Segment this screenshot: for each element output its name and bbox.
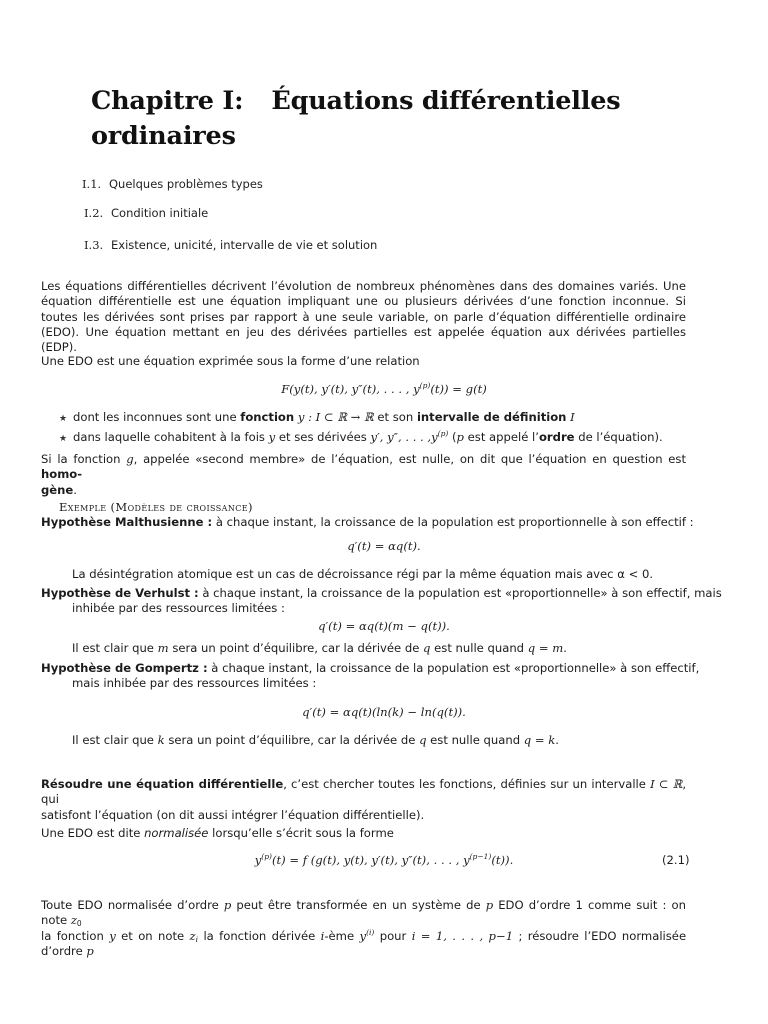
toc-label: Condition initiale [111, 206, 209, 220]
gompertz-note: Il est clair que k sera un point d’équilibre, car la dérivée de q est nulle quand q = k. [72, 733, 559, 747]
malthus-equation: q′(t) = αq(t). [347, 539, 421, 553]
gompertz-text-line2: mais inhibée par des ressources limitées : [72, 676, 317, 690]
toc-number: I.1. [82, 177, 102, 191]
exemple-heading: Exemple (Modèles de croissance) [59, 500, 253, 514]
chapter-title-prefix: Chapitre I: [91, 86, 244, 116]
normalisee-sentence: Une EDO est dite normalisée lorsqu’elle s’écrit sous la forme [41, 826, 394, 840]
toc-label: Existence, unicité, intervalle de vie et solution [111, 238, 378, 252]
verhulst-label: Hypothèse de Verhulst : [41, 586, 199, 600]
main-equation: F(y(t), y′(t), y″(t), . . . , $y^{(p)}(t)) = g(t)$ [281, 381, 487, 396]
toc-item-3[interactable] [84, 238, 377, 252]
intro-paragraph: Les équations différentielles décrivent l’évolution de nombreux phénomènes dans des domaines variés. Une équation différentielle est une équation impliquant une ou plusieurs dérivées d’une fonction inconnue. Si toutes les dérivées sont prises par rapport à une seule variable, on parle d’équation différentielle ordinaire (EDO). Une équation mettant en jeu des dérivées partielles est appelée équation aux dérivées partielles (EDP). [41, 279, 686, 355]
malthus-note: La désintégration atomique est un cas de décroissance régi par la même équation mais avec α < 0. [72, 567, 654, 581]
resoudre-paragraph: Résoudre une équation différentielle, c’est chercher toutes les fonctions, définies sur un intervalle I ⊂ ℝ, qui satisfont l’équation (on dit aussi intégrer l’équation différentielle). [41, 777, 687, 822]
toc-item-1[interactable] [82, 177, 263, 191]
gompertz-hypothesis: Hypothèse de Gompertz : à chaque instant, la croissance de la population est «proportionnelle» à son effectif, [41, 661, 700, 675]
chapter-title [91, 84, 691, 154]
toc-item-2[interactable] [84, 206, 208, 220]
malthus-hypothesis: Hypothèse Malthusienne : à chaque instant, la croissance de la population est proportionnelle à son effectif : [41, 515, 694, 529]
normalisee-equation: $y^{(p)}(t) = f$ (g(t), y(t), y′(t), y″(t), . . . , $y^{(p-1)}(t)$). [254, 852, 514, 867]
gompertz-label: Hypothèse de Gompertz : [41, 661, 208, 675]
star-bullet-icon: ★ [59, 434, 68, 444]
verhulst-text-line2: inhibée par des ressources limitées : [72, 601, 285, 615]
verhulst-note: Il est clair que m sera un point d’équilibre, car la dérivée de q est nulle quand q = m. [72, 641, 567, 655]
homogene-paragraph: Si la fonction g, appelée «second membre» de l’équation, est nulle, on dit que l’équation en question est homo- gène. [41, 452, 687, 497]
toc-number: I.3. [84, 238, 104, 252]
bullet-item: ★ dont les inconnues sont une fonction y : I ⊂ ℝ → ℝ et son intervalle de définition I [59, 410, 575, 424]
toc-number: I.2. [84, 206, 104, 220]
gompertz-equation: q′(t) = αq(t)(ln(k) − ln(q(t)). [302, 705, 466, 719]
toc-label: Quelques problèmes types [109, 177, 263, 191]
bullet-item: ★ dans laquelle cohabitent à la fois y et ses dérivées y′, y″, . . . $,y^{(p)}$ (p est appelé l’ordre de l’équation). [59, 429, 663, 444]
verhulst-equation: q′(t) = αq(t)(m − q(t)). [318, 619, 450, 633]
verhulst-hypothesis: Hypothèse de Verhulst : à chaque instant, la croissance de la population est «proportionnelle» à son effectif, mais [41, 586, 722, 600]
edo-definition: Une EDO est une équation exprimée sous la forme d’une relation [41, 354, 420, 368]
malthus-label: Hypothèse Malthusienne : [41, 515, 213, 529]
chapter-title-line2: ordinaires [91, 121, 236, 151]
toute-edo-paragraph: Toute EDO normalisée d’ordre p peut être transformée en un système de p EDO d’ordre 1 comme suit : on note $z_0$ la fonction y et on note $z_i$ la fonction dérivée i-ème $y^{(i)}$ pour i = 1, . . . , p−1 ; résoudre l’EDO normalisée d’ordre p [41, 898, 687, 958]
chapter-title-line1: Équations différentielles [271, 86, 621, 116]
star-bullet-icon: ★ [59, 414, 68, 424]
equation-number: (2.1) [662, 853, 690, 867]
